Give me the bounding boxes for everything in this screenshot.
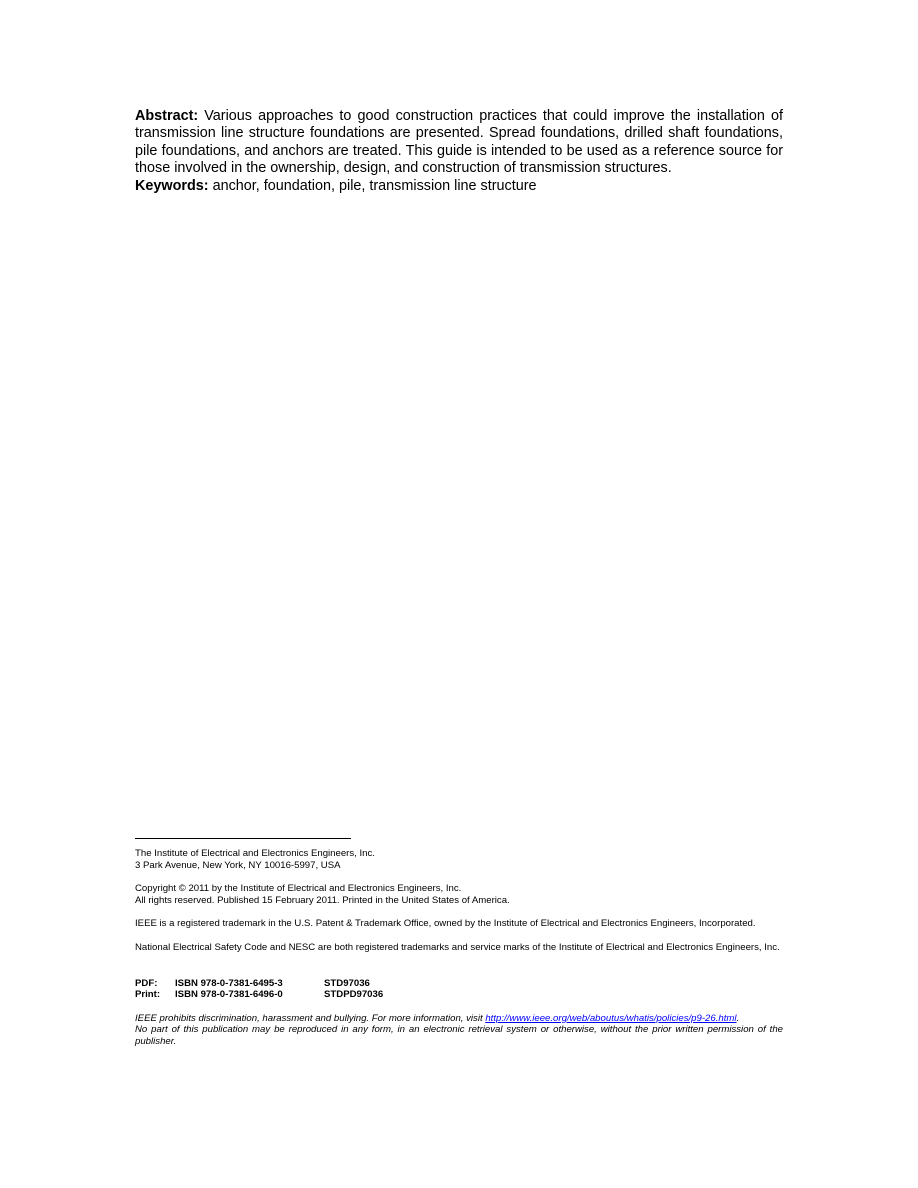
policy-text-end: . bbox=[736, 1012, 740, 1024]
abstract-paragraph bbox=[135, 108, 783, 178]
ieee-trademark-notice: IEEE is a registered trademark in the U.S. Patent & Trademark Office, owned by the Institute of Electrical and Electronics Engineers, Incorporated. bbox=[135, 918, 756, 930]
reproduction-notice: No part of this publication may be reproduced in any form, in an electronic retrieval system or otherwise, without the prior written permission of the publisher. bbox=[135, 1024, 783, 1047]
abstract-section bbox=[135, 108, 783, 195]
isbn-number: ISBN 978-0-7381-6496-0 bbox=[175, 989, 283, 1001]
keywords-label: Keywords: bbox=[135, 177, 209, 194]
isbn-row-pdf bbox=[135, 978, 383, 990]
nesc-trademark-notice: National Electrical Safety Code and NESC are both registered trademarks and service marks of the Institute of Electrical and Electronics Engineers, Inc. bbox=[135, 941, 780, 953]
isbn-format: PDF: bbox=[135, 977, 158, 989]
policy-text: IEEE prohibits discrimination, harassment and bullying. For more information, visit bbox=[135, 1012, 486, 1024]
publisher-name: The Institute of Electrical and Electronics Engineers, Inc. bbox=[135, 848, 375, 859]
isbn-row-print bbox=[135, 989, 383, 1001]
document-page bbox=[135, 0, 783, 1188]
policy-notice bbox=[135, 1013, 783, 1025]
policy-link[interactable]: http://www.ieee.org/web/aboutus/whatis/policies/p9-26.html bbox=[485, 1012, 737, 1024]
copyright-footer bbox=[135, 848, 783, 1048]
keywords-paragraph bbox=[135, 178, 783, 195]
copyright-line: Copyright © 2011 by the Institute of Electrical and Electronics Engineers, Inc. bbox=[135, 883, 462, 895]
isbn-code: STDPD97036 bbox=[324, 989, 384, 1001]
abstract-text: Various approaches to good construction practices that could improve the installation of transmission line structure foundations are presented. Spread foundations, drilled shaft foundations, pile foundations, and anchors are treated. This guide is intended to be used as a reference source for those involved in the ownership, design, and construction of transmission structures. bbox=[135, 108, 783, 177]
rights-line: All rights reserved. Published 15 February 2011. Printed in the United States of America. bbox=[135, 894, 510, 906]
footnote-divider bbox=[135, 838, 351, 839]
isbn-format: Print: bbox=[135, 989, 161, 1001]
keywords-text: anchor, foundation, pile, transmission line structure bbox=[208, 177, 537, 194]
publisher-address: 3 Park Avenue, New York, NY 10016-5997, USA bbox=[135, 859, 341, 871]
abstract-label: Abstract: bbox=[135, 108, 199, 124]
isbn-number: ISBN 978-0-7381-6495-3 bbox=[175, 977, 283, 989]
isbn-code: STD97036 bbox=[324, 977, 370, 989]
isbn-table bbox=[135, 978, 383, 1001]
